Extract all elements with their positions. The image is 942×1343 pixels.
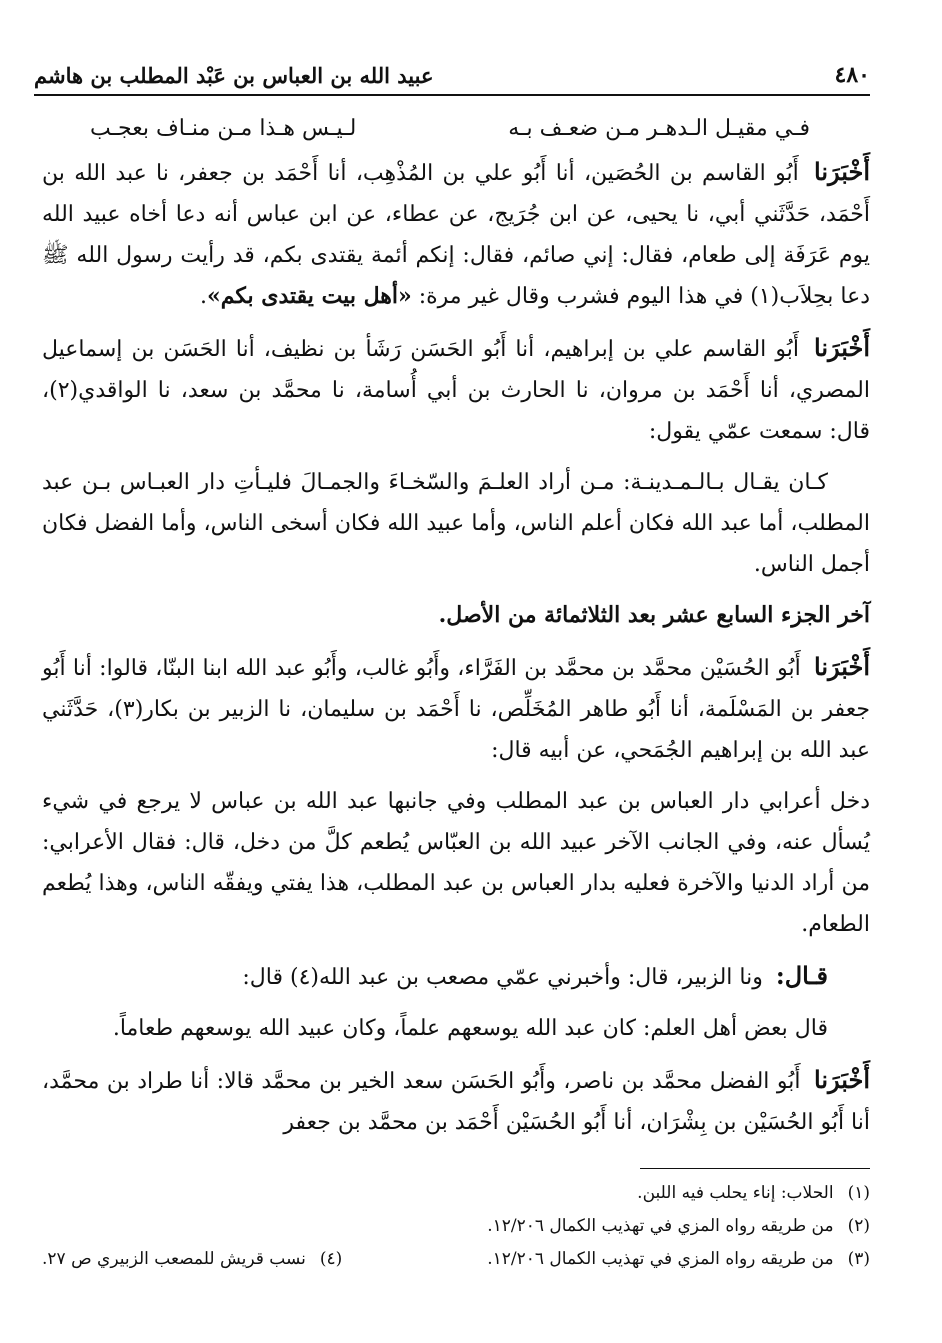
paragraph-text: أَبُو الحُسَيْن محمَّد بن محمَّد بن الفَرَّاء، وأَبُو غالب، وأَبُو عبد الله ابنا البنّا، قالوا: أنا أَبُو جعفر بن المَسْلَمة، أنا أَبُو طاهر المُخَلِّص، نا أَحْمَد بن سليمان، نا الزبير بن بكار(٣)، حَدَّثَني عبد الله بن إبراهيم الجُمَحي، عن أبيه قال:	[42, 656, 870, 763]
paragraph-6: دخل أعرابي دار العباس بن عبد المطلب وفي جانبها عبد الله بن عباس لا يرجع في شيء يُسأل عنه، وفي الجانب الآخر عبيد الله بن العبّاس يُطعم كلَّ من دخل، قال: فقال الأعرابي: من أراد الدنيا والآخرة فعليه بدار العباس بن عبد المطلب، هذا يفتي ويفقّه الناس، وهذا يُطعم الطعام.	[42, 789, 870, 937]
footnote-number: (٤)	[319, 1249, 343, 1269]
paragraph-4-note: آخر الجزء السابع عشر بعد الثلاثمائة من الأصل.	[438, 602, 870, 628]
running-title: عبيد الله بن العباس بن عَبْد المطلب بن هاشم	[34, 62, 434, 88]
footnote-1	[42, 1177, 870, 1210]
footnote-text: الحلاب: إناء يحلب فيه اللبن.	[637, 1183, 834, 1203]
footnote-text: من طريقه رواه المزي في تهذيب الكمال ١٢/٢٠٦.	[487, 1249, 834, 1269]
paragraph-7	[42, 955, 870, 998]
paragraph-quote: «أهل بيت يقتدى بكم»	[206, 283, 412, 309]
footnote-4	[42, 1243, 342, 1276]
footnote-text: من طريقه رواه المزي في تهذيب الكمال ١٢/٢٠٦.	[487, 1216, 834, 1236]
footnote-row	[42, 1243, 870, 1276]
paragraph-text: ونا الزبير، قال: وأخبرني عمّي مصعب بن عبد الله(٤) قال:	[242, 965, 763, 990]
main-text	[42, 108, 870, 1153]
paragraph-keyword: أَخْبَرَنا	[814, 157, 870, 186]
footnote-number: (١)	[847, 1183, 870, 1203]
footnote-3	[487, 1243, 870, 1276]
paragraph-5	[42, 646, 870, 771]
paragraph-text: أَبُو الفضل محمَّد بن ناصر، وأَبُو الحَسَن سعد الخير بن محمَّد قالا: أنا طراد بن محمَّد، أنا أَبُو الحُسَيْن بن بِشْرَان، أنا أَبُو الحُسَيْن أَحْمَد بن محمَّد بن جعفر	[42, 1069, 870, 1135]
footnote-divider	[640, 1168, 870, 1169]
paragraph-keyword: أَخْبَرَنا	[814, 1065, 870, 1094]
paragraph-1: أَخْبَرَنا أَبُو القاسم بن الحُصَين، أنا أَبُو علي بن المُذْهِب، أنا أَحْمَد بن جعفر، نا عبد الله بن أَحْمَد، حَدَّثَني أبي، نا يحيى، عن ابن جُرَيج، عن عطاء، عن ابن عباس أنه دعا أخاه عبيد الله يوم عَرَفَة إلى طعام، فقال: إني صائم، فقال: إنكم أئمة يقتدى بكم، قد رأيت رسول الله ﷺ دعا بحِلاَب(١) في هذا اليوم فشرب وقال غير مرة: «أهل بيت يقتدى بكم».	[42, 157, 870, 309]
paragraph-keyword: أَخْبَرَنا	[814, 333, 870, 362]
page-number: ٤٨٠	[834, 62, 870, 88]
footnote-text: نسب قريش للمصعب الزبيري ص ٢٧.	[42, 1249, 306, 1269]
paragraph-2	[42, 327, 870, 452]
footnote-number: (٣)	[847, 1249, 870, 1269]
paragraph-text: أَبُو القاسم علي بن إبراهيم، أنا أَبُو الحَسَن رَشَأ بن نظيف، أنا الحَسَن بن إسماعيل المصري، أنا أَحْمَد بن مروان، نا الحارث بن أبي أُسامة، نا محمَّد بن سعد، نا الواقدي(٢)، قال: سمعت عمّي يقول:	[42, 337, 870, 444]
paragraph-keyword: قـال:	[775, 961, 828, 990]
page-header	[34, 56, 870, 96]
verse-second-hemistich: لـيـس هـذا مـن منـاف بعجـب	[90, 116, 357, 141]
verse-first-hemistich: فـي مقيـل الـدهـر مـن ضعـف بـه	[508, 116, 810, 141]
footnote-number: (٢)	[847, 1216, 870, 1236]
paragraph-text: أَبُو القاسم بن الحُصَين، أنا أَبُو علي بن المُذْهِب، أنا أَحْمَد بن جعفر، نا عبد الله بن أَحْمَد، حَدَّثَني أبي، نا يحيى، عن ابن جُرَيج، عن عطاء، عن ابن عباس أنه دعا أخاه عبيد الله يوم عَرَفَة إلى طعام، فقال: إني صائم، فقال: إنكم أئمة يقتدى بكم، قد رأيت رسول الله ﷺ دعا بحِلاَب(١) في هذا اليوم فشرب وقال غير مرة:	[42, 161, 870, 309]
paragraph-keyword: أَخْبَرَنا	[814, 652, 871, 681]
footnotes	[42, 1168, 870, 1276]
paragraph-9	[42, 1059, 870, 1143]
paragraph-8: قال بعض أهل العلم: كان عبد الله يوسعهم علماً، وكان عبيد الله يوسعهم طعاماً.	[112, 1016, 828, 1041]
poetry-verse	[42, 108, 870, 149]
paragraph-3: كـان يقـال بـالـمـدينـة: مـن أراد العلـمَ والسّخـاءَ والجمـالَ فليـأتِ دار العبـاس بـن عبد المطلب، أما عبد الله فكان أعلم الناس، وأما عبيد الله فكان أسخى الناس، وأما الفضل فكان أجمل الناس.	[42, 470, 870, 577]
footnote-2	[42, 1210, 870, 1243]
